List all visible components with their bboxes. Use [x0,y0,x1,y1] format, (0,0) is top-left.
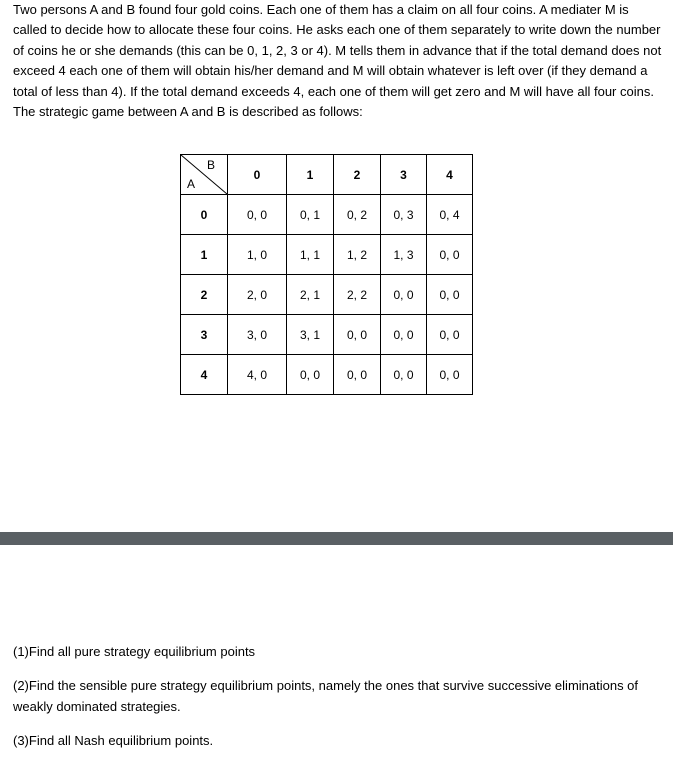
payoff-cell: 0, 3 [381,195,427,235]
col-header: 3 [381,155,427,195]
payoff-cell: 0, 2 [334,195,381,235]
payoff-cell: 3, 1 [287,315,334,355]
payoff-cell: 0, 0 [427,235,473,275]
question-2: (2)Find the sensible pure strategy equilibrium points, namely the ones that survive successive eliminations of weakly dominated strategies. [13,678,639,714]
row-header: 0 [181,195,228,235]
col-header: 4 [427,155,473,195]
payoff-cell: 0, 4 [427,195,473,235]
column-player-label: B [207,158,216,172]
row-header: 4 [181,355,228,395]
table-row [181,315,473,355]
payoff-cell: 2, 1 [287,275,334,315]
table-row [181,195,473,235]
payoff-cell: 3, 0 [228,315,287,355]
matrix-corner-cell [181,155,228,195]
payoff-matrix [180,154,473,395]
row-header: 3 [181,315,228,355]
payoff-cell: 0, 0 [334,355,381,395]
payoff-cell: 0, 0 [381,315,427,355]
payoff-cell: 0, 0 [334,315,381,355]
payoff-cell: 4, 0 [228,355,287,395]
payoff-cell: 0, 0 [381,355,427,395]
payoff-cell: 0, 0 [287,355,334,395]
question-3: (3)Find all Nash equilibrium points. [13,733,214,749]
row-header: 1 [181,235,228,275]
header-row [181,155,473,195]
payoff-cell: 0, 0 [228,195,287,235]
question-1: (1)Find all pure strategy equilibrium points [13,644,256,659]
payoff-cell: 0, 0 [381,275,427,315]
col-header: 1 [287,155,334,195]
problem-intro: Two persons A and B found four gold coins. Each one of them has a claim on all four coins. A mediater M is called to decide how to allocate these four coins. He asks each one of them separately to write down the number of coins he or she demands (this can be 0, 1, 2, 3 or 4). M tells them in advance that if the total demand does not exceed 4 each one of them will obtain his/her demand and M will obtain whatever is left over (if they demand a total of less than 4). If the total demand exceeds 4, each one of them will get zero and M will have all four coins. The strategic game between A and B is described as follows: [13,2,662,120]
table-row [181,275,473,315]
row-player-label: A [187,177,196,191]
payoff-cell: 2, 0 [228,275,287,315]
payoff-cell: 0, 0 [427,315,473,355]
section-divider [0,532,673,545]
col-header: 0 [228,155,287,195]
payoff-cell: 0, 0 [427,275,473,315]
table-row [181,235,473,275]
payoff-cell: 0, 1 [287,195,334,235]
table-row [181,355,473,395]
payoff-cell: 1, 0 [228,235,287,275]
payoff-cell: 0, 0 [427,355,473,395]
question-list [13,642,663,752]
row-header: 2 [181,275,228,315]
payoff-cell: 2, 2 [334,275,381,315]
payoff-cell: 1, 2 [334,235,381,275]
payoff-cell: 1, 3 [381,235,427,275]
payoff-cell: 1, 1 [287,235,334,275]
col-header: 2 [334,155,381,195]
